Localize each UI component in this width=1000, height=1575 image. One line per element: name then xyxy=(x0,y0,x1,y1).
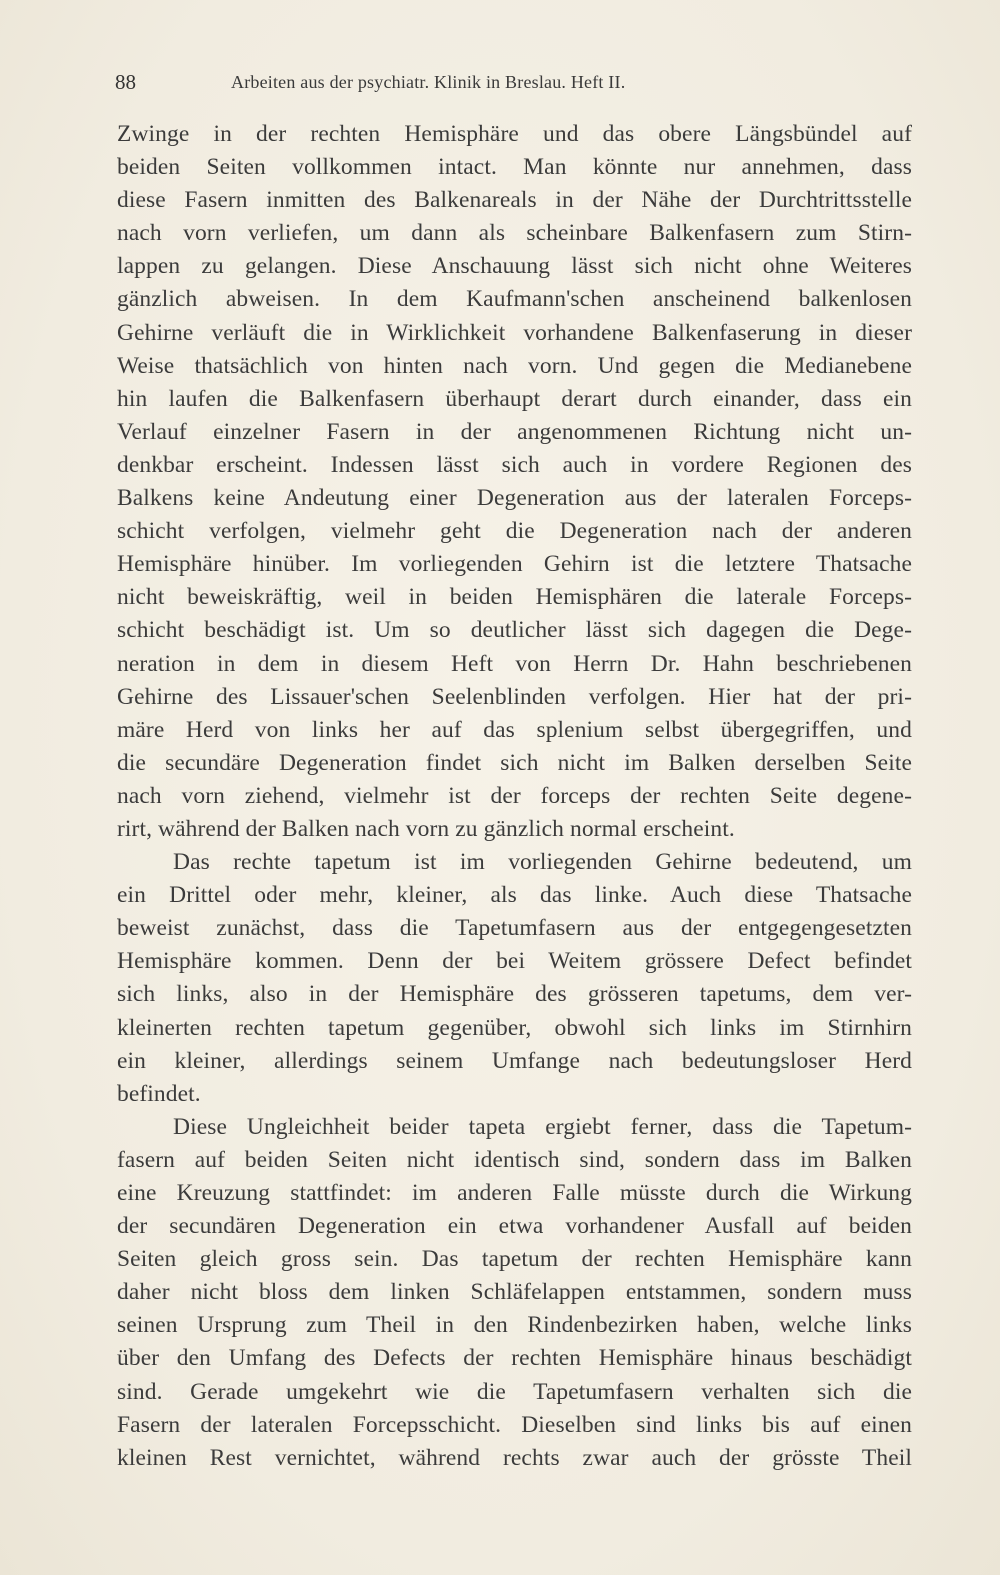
text-line: kleinen Rest vernichtet, während rechts zwar auch der grösste Theil xyxy=(117,1444,912,1471)
text-line: nach vorn verliefen, um dann als scheinbare Balkenfasern zum Stirn- xyxy=(117,220,912,247)
text-line: eine Kreuzung stattfindet: im anderen Falle müsste durch die Wirkung xyxy=(117,1180,912,1206)
page-number: 88 xyxy=(115,70,136,94)
text-line: Gehirne des Lissauer'schen Seelenblinden verfolgen. Hier hat der pri- xyxy=(117,683,912,710)
running-title: Arbeiten aus der psychiatr. Klinik in Breslau. Heft II. xyxy=(231,72,626,92)
text-line: Hemisphäre hinüber. Im vorliegenden Gehirn ist die letztere Thatsache xyxy=(117,551,912,578)
text-line: seinen Ursprung zum Theil in den Rindenbezirken haben, welche links xyxy=(117,1312,912,1339)
text-line: Weise thatsächlich von hinten nach vorn. Und gegen die Medianebene xyxy=(117,352,912,379)
text-line: kleinerten rechten tapetum gegenüber, obwohl sich links im Stirnhirn xyxy=(117,1014,912,1041)
text-line: der secundären Degeneration ein etwa vorhandener Ausfall auf beiden xyxy=(117,1213,912,1240)
text-line: Fasern der lateralen Forcepsschicht. Dieselben sind links bis auf einen xyxy=(117,1411,912,1438)
text-line: fasern auf beiden Seiten nicht identisch sind, sondern dass im Balken xyxy=(117,1146,912,1173)
text-line: schicht verfolgen, vielmehr geht die Degeneration nach der anderen xyxy=(117,518,912,545)
text-line: diese Fasern inmitten des Balkenareals in der Nähe der Durchtrittsstelle xyxy=(117,187,912,214)
text-line: ein kleiner, allerdings seinem Umfange nach bedeutungsloser Herd xyxy=(117,1047,912,1074)
text-line: befindet. xyxy=(117,1080,201,1107)
text-line: denkbar erscheint. Indessen lässt sich auch in vordere Regionen des xyxy=(117,451,912,478)
text-line: Gehirne verläuft die in Wirklichkeit vorhandene Balkenfaserung in dieser xyxy=(117,319,912,346)
text-line: beweist zunächst, dass die Tapetumfasern aus der entgegengesetzten xyxy=(117,915,912,942)
text-line: die secundäre Degeneration findet sich nicht im Balken derselben Seite xyxy=(117,749,912,776)
text-line: über den Umfang des Defects der rechten Hemisphäre hinaus beschädigt xyxy=(117,1345,912,1372)
text-line: gänzlich abweisen. In dem Kaufmann'schen anscheinend balkenlosen xyxy=(117,286,912,313)
text-line: ein Drittel oder mehr, kleiner, als das linke. Auch diese Thatsache xyxy=(117,882,912,909)
text-line: Verlauf einzelner Fasern in der angenommenen Richtung nicht un- xyxy=(117,418,912,445)
text-line: sich links, also in der Hemisphäre des grösseren tapetums, dem ver- xyxy=(117,981,912,1008)
text-line: Das rechte tapetum ist im vorliegenden Gehirne bedeutend, um xyxy=(173,849,912,876)
text-line: daher nicht bloss dem linken Schläfelappen entstammen, sondern muss xyxy=(117,1279,912,1306)
text-line: märe Herd von links her auf das splenium selbst übergegriffen, und xyxy=(117,716,912,743)
text-line: lappen zu gelangen. Diese Anschauung lässt sich nicht ohne Weiteres xyxy=(117,253,912,280)
text-line: hin laufen die Balkenfasern überhaupt derart durch einander, dass ein xyxy=(117,385,912,412)
running-head xyxy=(115,70,915,100)
text-line: Diese Ungleichheit beider tapeta ergiebt ferner, dass die Tapetum- xyxy=(173,1113,912,1140)
text-line: Seiten gleich gross sein. Das tapetum der rechten Hemisphäre kann xyxy=(117,1246,912,1273)
text-line: Hemisphäre kommen. Denn der bei Weitem grössere Defect befindet xyxy=(117,948,912,975)
text-line: neration in dem in diesem Heft von Herrn Dr. Hahn beschriebenen xyxy=(117,650,912,677)
body-text xyxy=(117,118,912,1475)
text-line: schicht beschädigt ist. Um so deutlicher lässt sich dagegen die Dege- xyxy=(117,617,912,644)
text-line: sind. Gerade umgekehrt wie die Tapetumfasern verhalten sich die xyxy=(117,1378,912,1405)
text-line: Balkens keine Andeutung einer Degeneration aus der lateralen Forceps- xyxy=(117,485,912,512)
text-line: nicht beweiskräftig, weil in beiden Hemisphären die laterale Forceps- xyxy=(117,584,912,611)
text-line: Zwinge in der rechten Hemisphäre und das obere Längsbündel auf xyxy=(117,121,912,147)
text-line: beiden Seiten vollkommen intact. Man könnte nur annehmen, dass xyxy=(117,154,912,181)
text-line: nach vorn ziehend, vielmehr ist der forceps der rechten Seite degene- xyxy=(117,782,912,809)
text-line: rirt, während der Balken nach vorn zu gänzlich normal erscheint. xyxy=(117,815,735,842)
